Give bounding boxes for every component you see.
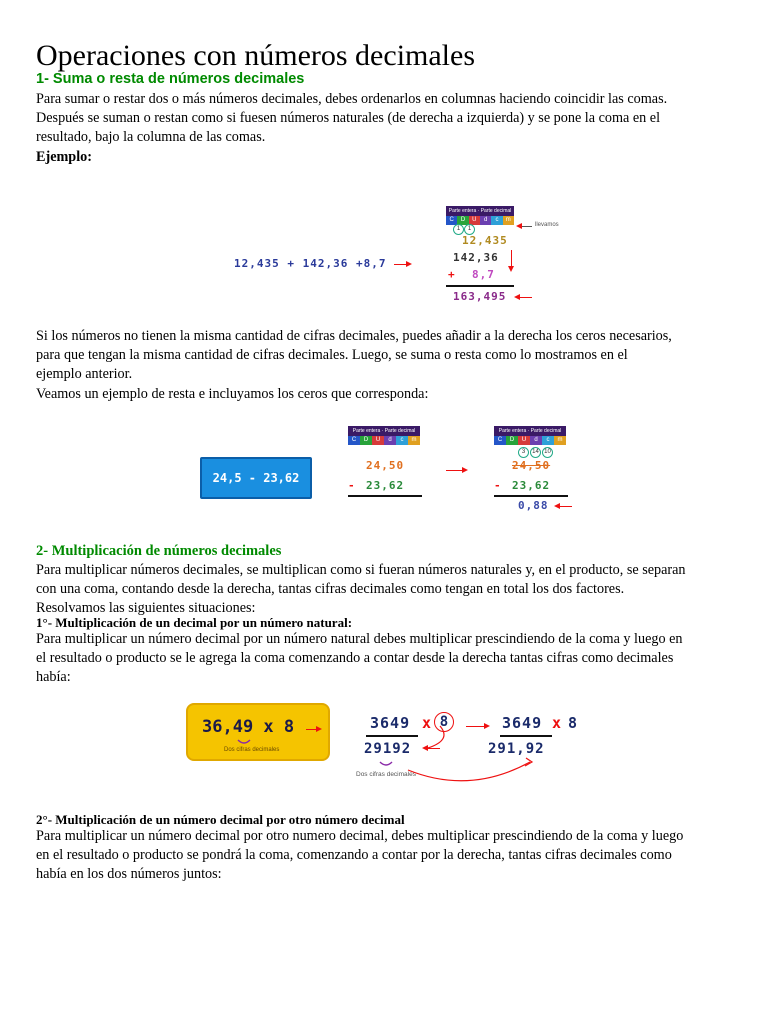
paragraph-decimal-by-decimal (36, 827, 736, 885)
subtraction-expression: 24,5 - 23,62 (212, 471, 300, 485)
decimal-caption: Dos cifras decimales (224, 747, 280, 753)
col-label: d (384, 436, 396, 445)
text-line: Veamos un ejemplo de resta e incluyamos los ceros que corresponda: (36, 385, 429, 402)
minus-sign: - (494, 479, 502, 492)
brace-icon (238, 740, 250, 743)
text-line: había: (36, 669, 71, 686)
col-label: C (494, 436, 506, 445)
text-line: resultado, bajo la columna de las comas. (36, 129, 266, 146)
col-label: U (372, 436, 384, 445)
col-label: c (396, 436, 408, 445)
carry-circle: 14 (530, 447, 541, 458)
text-line: Para multiplicar un número decimal por un número natural debes multiplicar prescindiendo de la coma y luego en (36, 631, 683, 647)
carry-circle: 1 (464, 224, 475, 235)
col-label: D (506, 436, 518, 445)
text-line: Después se suman o restan como si fuesen números naturales (de derecha a izquierda) y se pone la coma en el (36, 110, 661, 127)
addend-1: 12,435 (462, 234, 508, 247)
plus-sign: + (448, 268, 456, 281)
subtrahend: 23,62 (366, 479, 405, 492)
factor-a: 3649 (370, 714, 411, 732)
example-label: Ejemplo: (36, 148, 92, 165)
subheading-decimal-by-decimal: 2°- Multiplicación de un número decimal por otro número decimal (36, 812, 405, 827)
carry-circle: 1 (453, 224, 464, 235)
col-label: d (480, 216, 491, 225)
header-label: Parte entera · Parte decimal (446, 206, 514, 216)
text-line: Resolvamos las siguientes situaciones: (36, 600, 256, 617)
text-line: ejemplo anterior. (36, 366, 133, 383)
text-line: Para sumar o restar dos o más números decimales, debes ordenarlos en columnas haciendo coincidir las comas. (36, 91, 668, 107)
text-line: el resultado o producto se le agrega la coma comenzando a contar desde la derecha tantas cifras como decimales (36, 650, 674, 667)
carry-circle: 10 (542, 447, 553, 458)
carry-note: llevamos (535, 222, 559, 228)
text-line: para que tengan la misma cantidad de cifras decimales. Luego, se suma o resta como lo mostramos en el (36, 347, 628, 364)
col-label: D (457, 216, 468, 225)
col-label: U (469, 216, 480, 225)
section-heading-addition: 1- Suma o resta de números decimales (36, 71, 305, 87)
difference-result: 0,88 (518, 499, 549, 512)
product-raw: 29192 (364, 741, 412, 757)
brace-icon (380, 762, 392, 765)
minuend-borrowed: 24,50 (512, 459, 551, 472)
subtrahend: 23,62 (512, 479, 551, 492)
col-label: U (518, 436, 530, 445)
factor-b: 8 (439, 714, 449, 730)
factor-b-final: 8 (568, 714, 579, 732)
text-line: Para multiplicar números decimales, se multiplican como si fueran números naturales y, en el producto, se separan (36, 562, 686, 578)
col-label: C (348, 436, 360, 445)
final-product: 291,92 (488, 741, 545, 757)
col-label: D (360, 436, 372, 445)
sum-result: 163,495 (453, 290, 507, 303)
addend-2: 142,36 (453, 251, 499, 264)
col-label: d (530, 436, 542, 445)
text-line: con una coma, contando desde la derecha, tantas cifras decimales como tengan en total los dos factores. (36, 581, 625, 598)
subheading-decimal-by-natural: 1°- Multiplicación de un decimal por un número natural: (36, 615, 353, 630)
text-line: Si los números no tienen la misma cantidad de cifras decimales, puedes añadir a la derecha los ceros necesarios, (36, 328, 672, 344)
multiplication-rule (500, 735, 552, 737)
carry-circle: 3 (518, 447, 529, 458)
col-label: m (503, 216, 514, 225)
curved-arrow-icon (408, 762, 530, 781)
arrow-right-icon (466, 726, 488, 727)
times-sign: x (422, 714, 433, 732)
times-sign: x (552, 714, 563, 732)
minuend: 24,50 (366, 459, 405, 472)
addend-3: 8,7 (472, 268, 495, 281)
text-line: había en los dos números juntos: (36, 866, 222, 883)
section-heading-multiplication: 2- Multiplicación de números decimales (36, 543, 282, 559)
page-title: Operaciones con números decimales (36, 39, 475, 72)
col-label: C (446, 216, 457, 225)
minus-sign: - (348, 479, 356, 492)
decimal-caption: Dos cifras decimales (356, 771, 416, 778)
addition-expression: 12,435 + 142,36 +8,7 (234, 257, 387, 270)
col-label: m (554, 436, 566, 445)
col-label: m (408, 436, 420, 445)
factor-a-final: 3649 (502, 714, 543, 732)
header-label: Parte entera · Parte decimal (494, 426, 566, 436)
text-line: en el resultado o producto se pondrá la coma, comenzando a contar por la derecha, tantas cifras decimales como (36, 847, 672, 864)
col-label: c (491, 216, 502, 225)
col-label: c (542, 436, 554, 445)
curved-arrow-icon (428, 726, 444, 748)
arrowhead-icon (525, 758, 532, 766)
text-line: Para multiplicar un número decimal por otro numero decimal, debes multiplicar prescindiendo de la coma y luego (36, 828, 684, 844)
multiplication-expression: 36,49 x 8 (202, 717, 295, 737)
header-label: Parte entera · Parte decimal (348, 426, 420, 436)
